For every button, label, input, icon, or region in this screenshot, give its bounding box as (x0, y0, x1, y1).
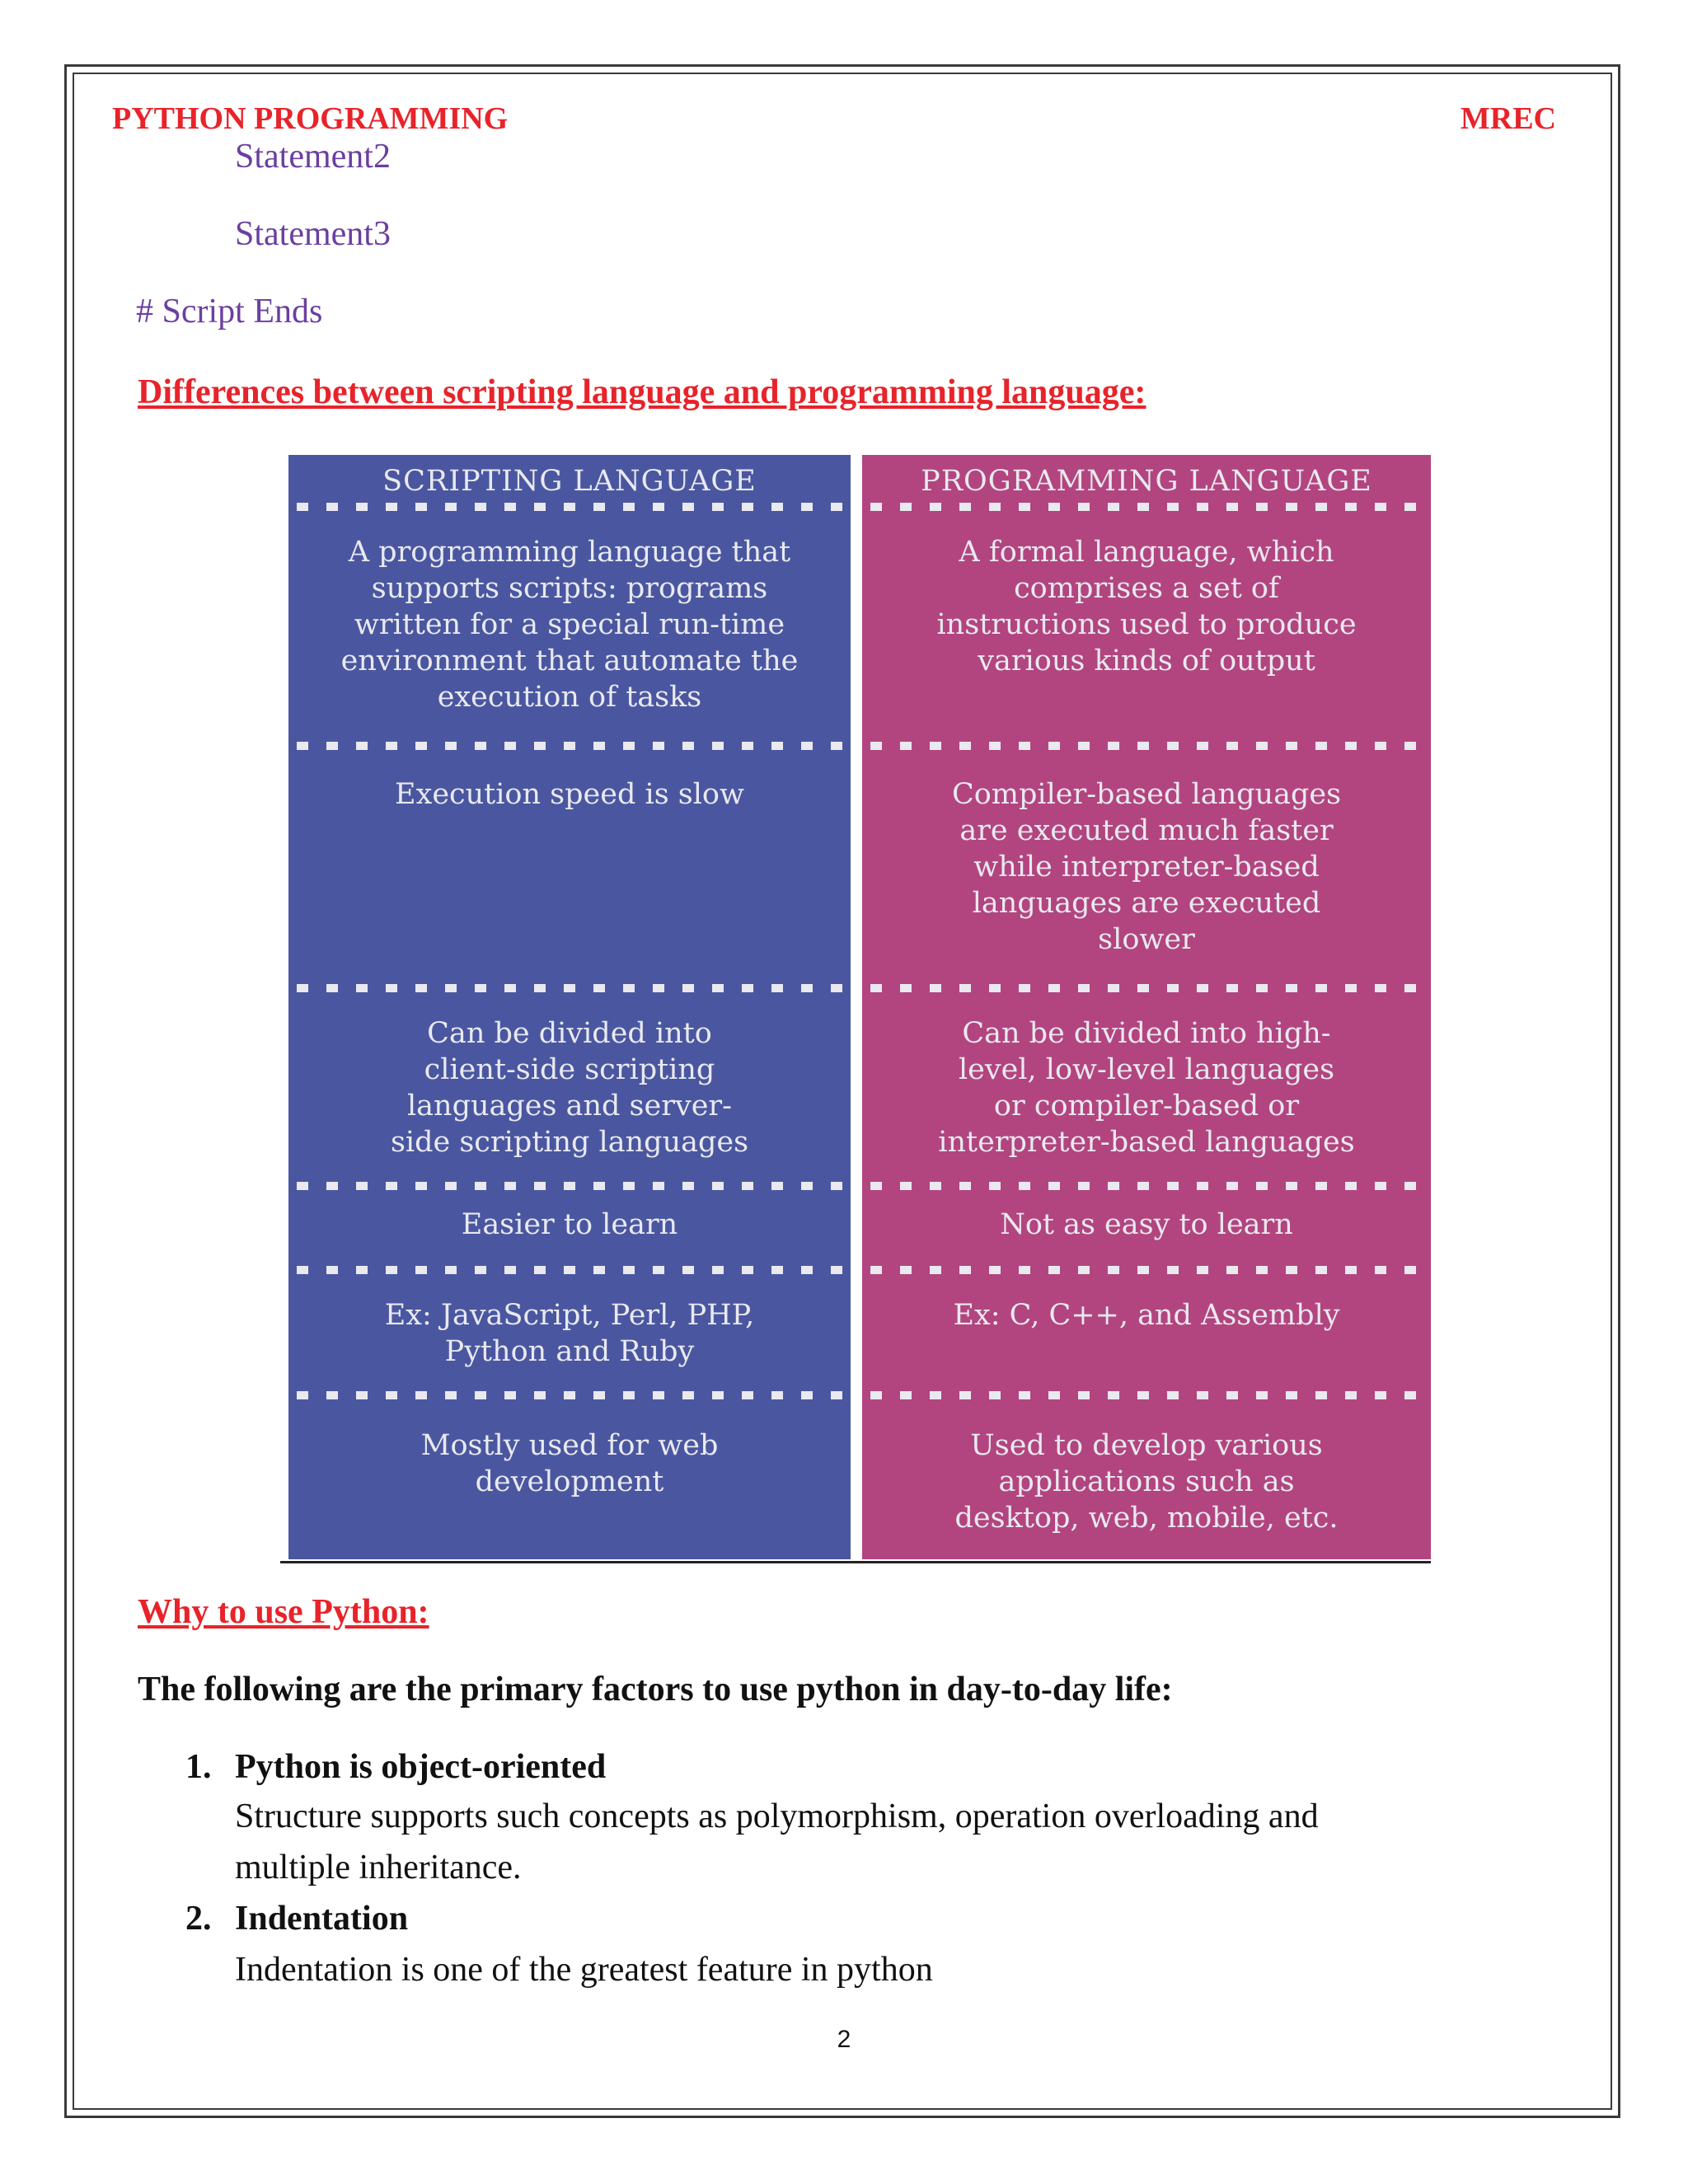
programming-language-column (862, 455, 1431, 1559)
row-divider (870, 742, 1423, 750)
list-item-desc-line: multiple inheritance. (235, 1849, 522, 1886)
scripting-language-header: SCRIPTING LANGUAGE (382, 465, 757, 498)
list-item-desc-line: Structure supports such concepts as polymorphism, operation overloading and (235, 1797, 1319, 1835)
programming-cell-types: Can be divided into high- level, low-level languages or compiler-based or interpreter-based languages (938, 1017, 1355, 1159)
table-bottom-rule (280, 1561, 1431, 1563)
list-number-2: 2. (185, 1900, 212, 1938)
row-divider (297, 503, 842, 511)
row-divider (297, 984, 842, 992)
row-divider (297, 1266, 842, 1274)
list-item-title-object-oriented: Python is object-oriented (235, 1748, 607, 1786)
header-title: PYTHON PROGRAMMING (112, 101, 509, 136)
comparison-table (288, 455, 1431, 1561)
programming-cell-usage: Used to develop various applications such as desktop, web, mobile, etc. (954, 1429, 1339, 1535)
page-number: 2 (837, 2026, 851, 2053)
programming-cell-definition: A formal language, which comprises a set of instructions used to produce various kinds of output (936, 536, 1357, 677)
programming-language-header: PROGRAMMING LANGUAGE (921, 465, 1372, 498)
code-line-statement3: Statement3 (235, 215, 391, 253)
row-divider (297, 1182, 842, 1190)
row-divider (297, 1391, 842, 1399)
intro-sentence: The following are the primary factors to use python in day-to-day life: (138, 1671, 1173, 1708)
section-title-why-python: Why to use Python: (138, 1593, 429, 1631)
section-title-differences: Differences between scripting language and programming language: (138, 373, 1146, 411)
scripting-cell-speed: Execution speed is slow (395, 778, 744, 811)
row-divider (870, 503, 1423, 511)
code-line-statement2: Statement2 (235, 138, 391, 176)
scripting-cell-examples: Ex: JavaScript, Perl, PHP, Python and Ruby (384, 1299, 755, 1368)
row-divider (870, 1182, 1423, 1190)
list-item-title-indentation: Indentation (235, 1900, 409, 1938)
scripting-cell-types: Can be divided into client-side scripting languages and server- side scripting languages (390, 1017, 749, 1159)
header-institution: MREC (1460, 101, 1556, 136)
row-divider (870, 1391, 1423, 1399)
scripting-cell-usage: Mostly used for web development (420, 1429, 719, 1498)
code-line-script-ends: # Script Ends (136, 293, 323, 330)
row-divider (297, 742, 842, 750)
scripting-cell-definition: A programming language that supports scripts: programs written for a special run-time environment that automate the execution of tasks (340, 536, 799, 714)
scripting-cell-learning: Easier to learn (461, 1208, 678, 1241)
row-divider (870, 984, 1423, 992)
row-divider (870, 1266, 1423, 1274)
programming-cell-speed: Compiler-based languages are executed much faster while interpreter-based languages are executed slower (951, 778, 1342, 956)
scripting-language-column (288, 455, 851, 1559)
programming-cell-learning: Not as easy to learn (1000, 1208, 1293, 1241)
list-item-desc-line: Indentation is one of the greatest feature in python (235, 1951, 933, 1989)
programming-cell-examples: Ex: C, C++, and Assembly (953, 1299, 1340, 1332)
list-number-1: 1. (185, 1748, 212, 1786)
